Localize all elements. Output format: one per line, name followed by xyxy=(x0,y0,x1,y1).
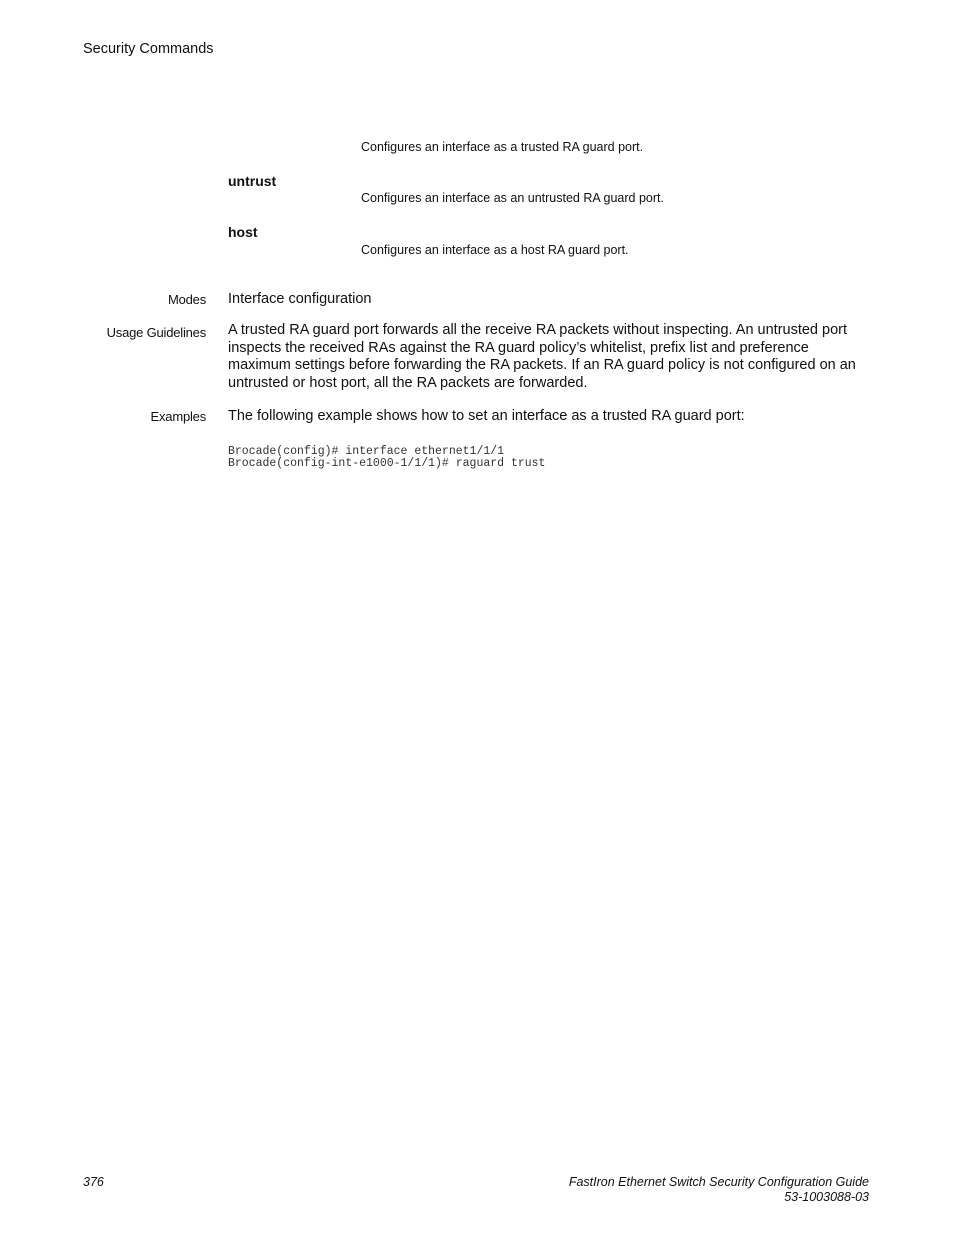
param-trust-description: Configures an interface as a trusted RA guard port. xyxy=(361,140,644,154)
modes-label: Modes xyxy=(167,292,206,307)
footer-page-number: 376 xyxy=(83,1175,104,1189)
examples-intro-text: The following example shows how to set an interface as a trusted RA guard port: xyxy=(228,408,745,424)
code-line: Brocade(config-int-e1000-1/1/1)# raguard trust xyxy=(228,457,546,470)
footer-doc-number: 53-1003088-03 xyxy=(784,1190,869,1204)
param-host-description: Configures an interface as a host RA guard port. xyxy=(361,243,629,257)
code-line: Brocade(config)# interface ethernet1/1/1 xyxy=(228,445,505,458)
modes-text: Interface configuration xyxy=(228,291,372,307)
examples-label: Examples xyxy=(150,409,206,424)
running-header-section-title: Security Commands xyxy=(83,41,214,57)
example-code-block xyxy=(228,446,545,470)
footer-doc-info xyxy=(569,1175,869,1205)
param-untrust-name: untrust xyxy=(228,173,277,189)
usage-guidelines-label: Usage Guidelines xyxy=(106,325,206,340)
param-host-name: host xyxy=(228,224,258,240)
usage-guidelines-text: A trusted RA guard port forwards all the receive RA packets without inspecting. An untrusted port inspects the received RAs against the RA guard policy’s whitelist, prefix list and preference maximum settings before forwarding the RA packets. If an RA guard policy is not configured on an untrusted or host port, all the RA packets are forwarded. xyxy=(228,322,856,391)
footer-guide-title: FastIron Ethernet Switch Security Configuration Guide xyxy=(568,1175,869,1189)
param-untrust-description: Configures an interface as an untrusted RA guard port. xyxy=(361,191,664,205)
